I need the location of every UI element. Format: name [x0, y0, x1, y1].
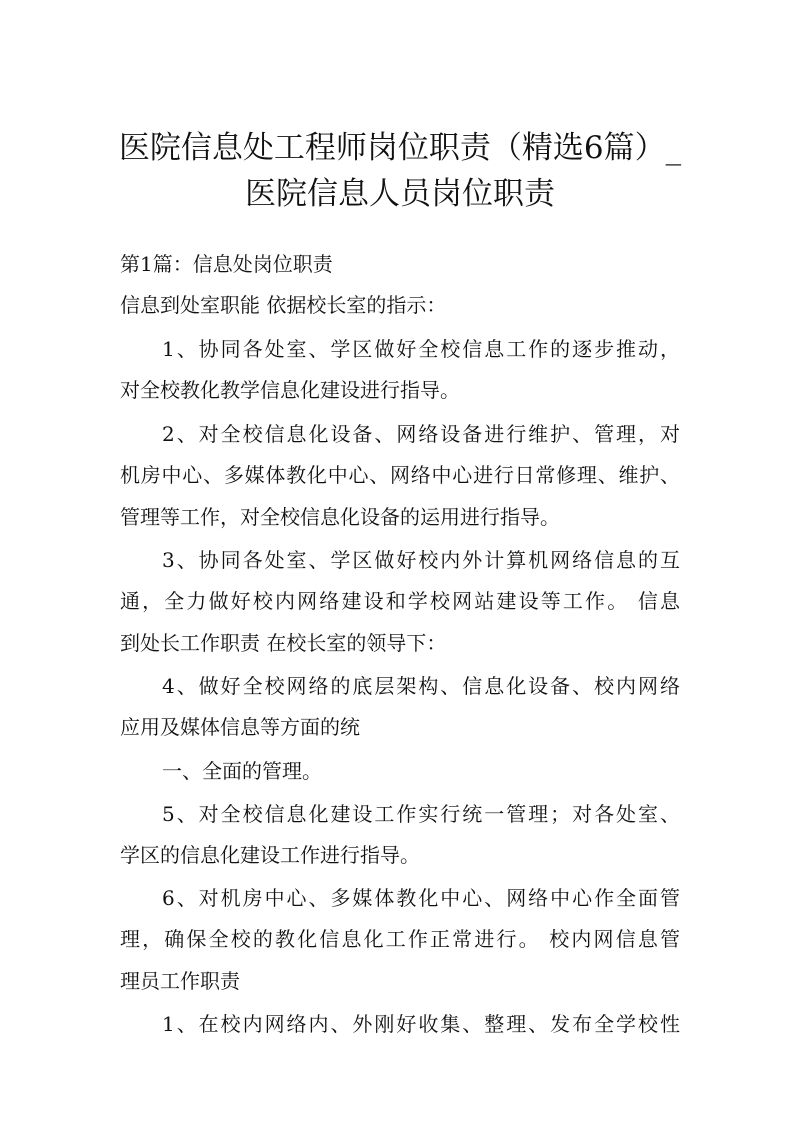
paragraph-line: 应用及媒体信息等方面的统	[120, 715, 360, 739]
paragraph-line: 机房中心、多媒体教化中心、网络中心进行日常修理、维护、	[120, 463, 680, 487]
paragraph-line: 管理等工作，对全校信息化设备的运用进行指导。	[120, 505, 560, 529]
paragraph-line: 1、协同各处室、学区做好全校信息工作的逐步推动，	[162, 337, 680, 361]
paragraph-line: 1、在校内网络内、外刚好收集、整理、发布全学校性	[162, 1012, 680, 1036]
paragraph-line: 理，确保全校的教化信息化工作正常进行。 校内网信息管	[120, 927, 680, 951]
paragraph-line: 通，全力做好校内网络建设和学校网站建设等工作。 信息	[120, 589, 680, 613]
paragraph-line: 2、对全校信息化设备、网络设备进行维护、管理，对	[162, 422, 680, 446]
paragraph-line: 理员工作职责	[120, 969, 240, 993]
paragraph-line: 对全校教化教学信息化建设进行指导。	[120, 378, 460, 402]
document-title-line-1: 医院信息处工程师岗位职责（精选6篇）_	[118, 130, 682, 166]
section-heading: 第1篇：信息处岗位职责	[120, 252, 333, 276]
paragraph-line: 4、做好全校网络的底层架构、信息化设备、校内网络	[162, 674, 680, 698]
paragraph-line: 6、对机房中心、多媒体教化中心、网络中心作全面管	[162, 886, 680, 910]
paragraph-line: 5、对全校信息化建设工作实行统一管理；对各处室、	[162, 802, 680, 826]
paragraph-line: 信息到处室职能 依据校长室的指示：	[120, 293, 447, 317]
paragraph-line: 3、协同各处室、学区做好校内外计算机网络信息的互	[162, 548, 680, 572]
paragraph-line: 学区的信息化建设工作进行指导。	[120, 843, 420, 867]
document-title-line-2: 医院信息人员岗位职责	[245, 176, 555, 212]
paragraph-line: 一、全面的管理。	[162, 759, 322, 783]
paragraph-line: 到处长工作职责 在校长室的领导下：	[120, 631, 447, 655]
